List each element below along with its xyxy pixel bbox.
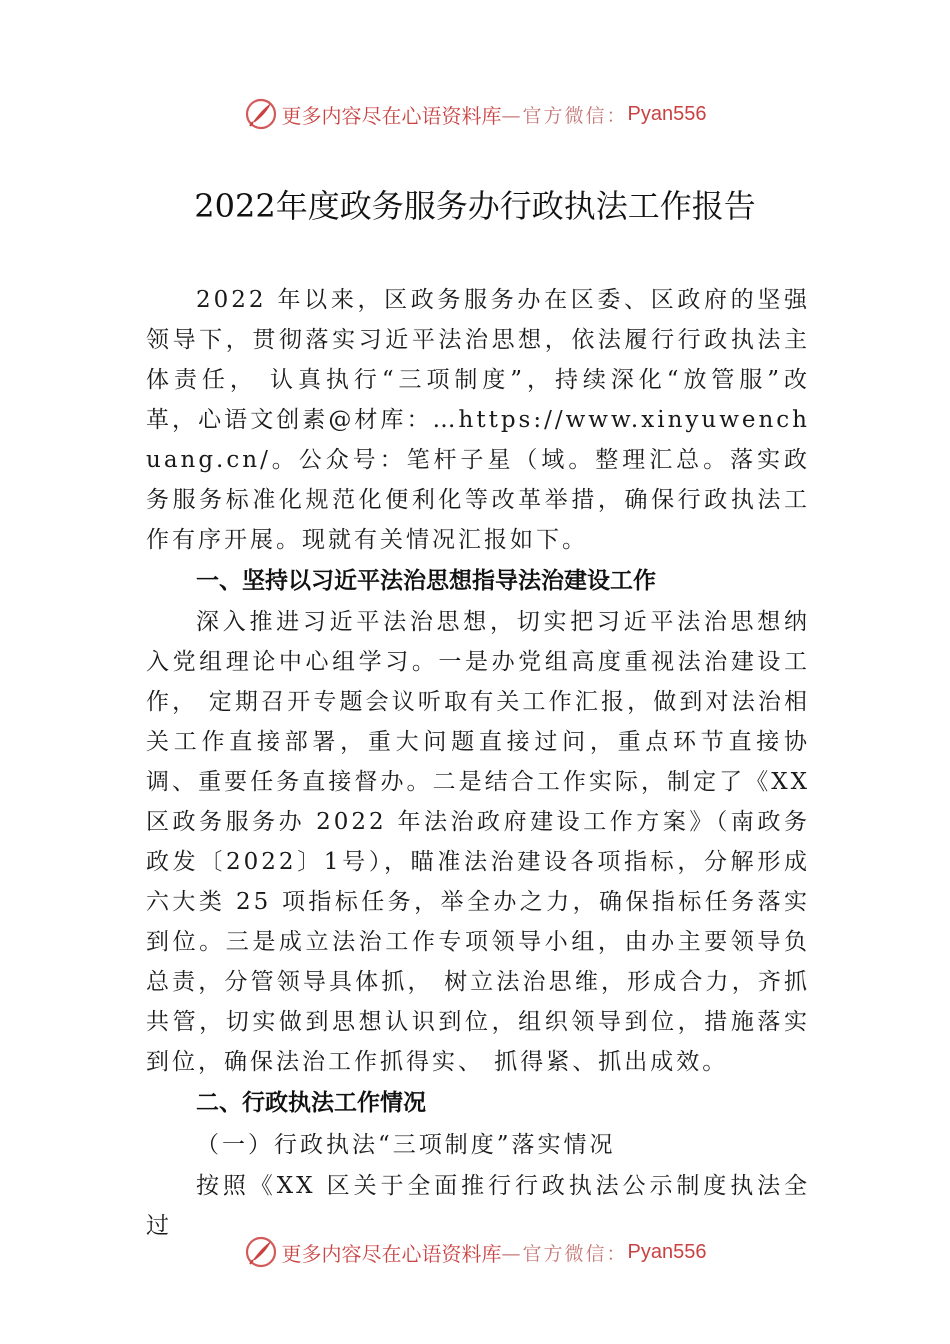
paragraph-section-2: 按照《XX 区关于全面推行行政执法公示制度执法全过 xyxy=(146,1173,810,1239)
section-heading-2: 二、行政执法工作情况 xyxy=(196,1090,426,1116)
banner-text: 更多内容尽在心语资料库 xyxy=(281,1241,502,1266)
subsection-heading-1: （一）行政执法“三项制度”落实情况 xyxy=(196,1132,616,1158)
top-banner xyxy=(0,94,950,134)
banner-text: 更多内容尽在心语资料库 xyxy=(281,103,502,128)
bottom-banner xyxy=(0,1232,950,1272)
paragraph-section-1: 深入推进习近平法治思想，切实把习近平法治思想纳入党组理论中心组学习。一是办党组高度重视法治建设工作， 定期召开专题会议听取有关工作汇报，做到对法治相关工作直接部署，重大问题直接过问，重点环节直接协调、重要任务直接督办。二是结合工作实际，制定了《XX 区政务服务办 2022 年法治政府建设工作方案》（南政务政发〔2022〕1号），瞄准法治建设各项指标，分解形成六大类 25 项指标任务，举全办之力，确保指标任务落实到位。三是成立法治工作专项领导小组，由办主要领导负总责，分管领导具体抓， 树立法治思维，形成合力，齐抓共管，切实做到思想认识到位，组织领导到位，措施落实到位，确保法治工作抓得实、 抓得紧、抓出成效。 xyxy=(146,609,810,1075)
feather-seal-icon xyxy=(244,1235,278,1269)
document-title: 2022年度政务服务办行政执法工作报告 xyxy=(194,187,756,225)
section-heading-1: 一、坚持以习近平法治思想指导法治建设工作 xyxy=(196,568,656,594)
document-body xyxy=(146,280,810,1246)
paragraph-intro: 2022 年以来，区政务服务办在区委、区政府的坚强领导下，贯彻落实习近平法治思想，依法履行行政执法主体责任， 认真执行“三项制度”，持续深化“放管服”改革，心语文创素@材库：…https://www.xinyuwenchuang.cn/。公众号：笔杆子星（域。整理汇总。落实政务服务标准化规范化便利化等改革举措，确保行政执法工作有序开展。现就有关情况汇报如下。 xyxy=(146,287,810,553)
banner-wechat-id: Pyan556 xyxy=(627,1240,707,1263)
banner-wechat-label: —官方微信： xyxy=(501,104,628,127)
feather-seal-icon xyxy=(244,97,278,131)
banner-wechat-label: —官方微信： xyxy=(501,1242,628,1265)
banner-wechat-id: Pyan556 xyxy=(627,102,707,125)
